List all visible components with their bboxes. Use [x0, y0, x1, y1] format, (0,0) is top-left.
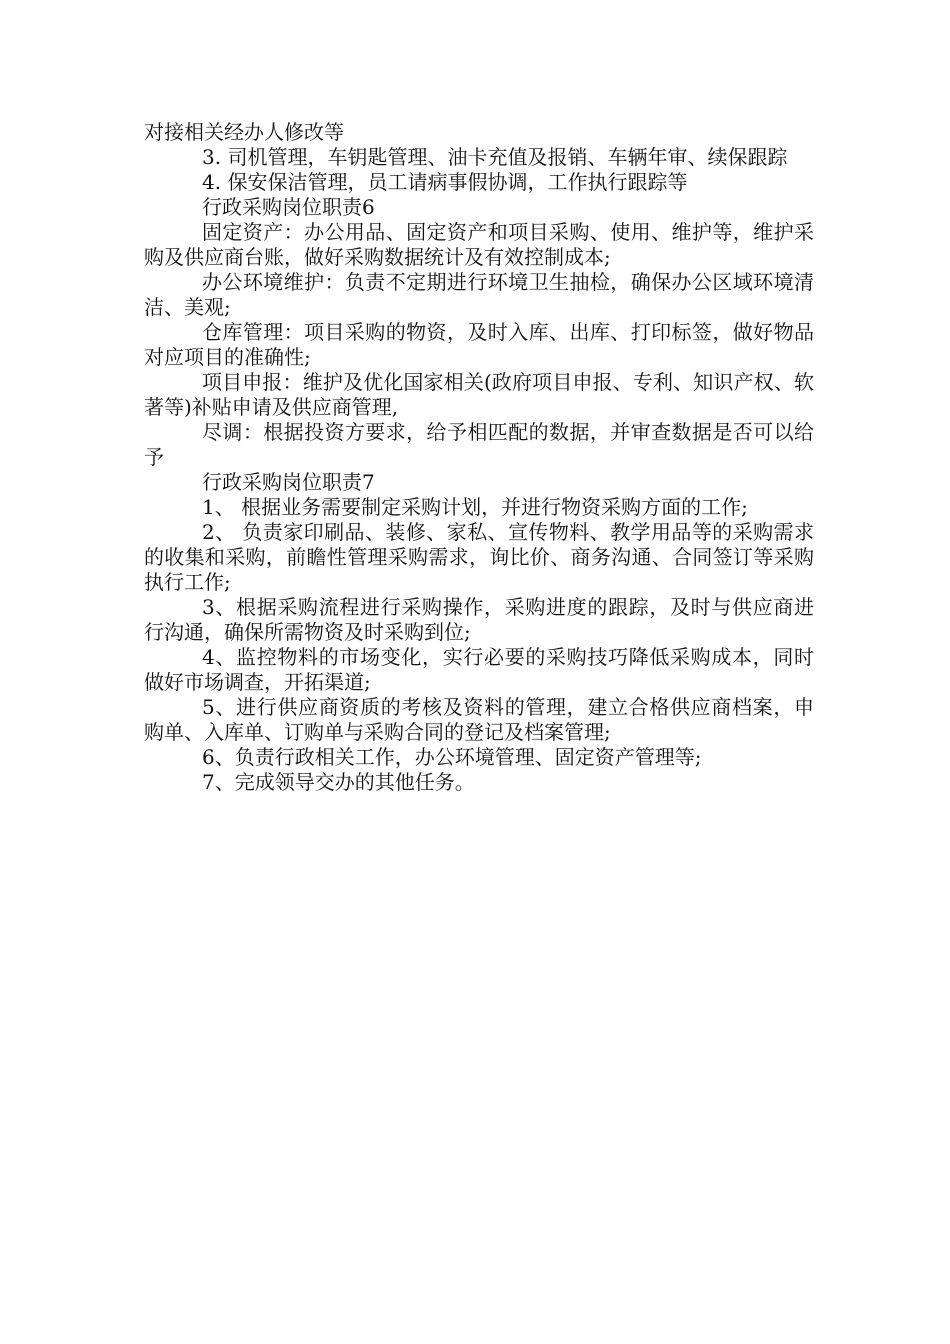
paragraph: 3. 司机管理，车钥匙管理、油卡充值及报销、车辆年审、续保跟踪 — [202, 145, 788, 169]
paragraph: 4. 保安保洁管理，员工请病事假协调，工作执行跟踪等 — [202, 170, 688, 194]
list-item: 4、监控物料的市场变化，实行必要的采购技巧降低采购成本，同时做好市场调查，开拓渠道; — [144, 645, 814, 694]
paragraph: 办公环境维护：负责不定期进行环境卫生抽检，确保办公区域环境清洁、美观; — [144, 270, 814, 319]
paragraph: 尽调：根据投资方要求，给予相匹配的数据，并审查数据是否可以给予 — [144, 420, 814, 469]
list-item: 5、进行供应商资质的考核及资料的管理，建立合格供应商档案，申购单、入库单、订购单与采购合同的登记及档案管理; — [144, 695, 814, 744]
list-item: 7、完成领导交办的其他任务。 — [202, 770, 475, 794]
list-item: 2、 负责家印刷品、装修、家私、宣传物料、教学用品等的采购需求的收集和采购，前瞻性管理采购需求，询比价、商务沟通、合同签订等采购执行工作; — [144, 520, 814, 594]
paragraph: 仓库管理：项目采购的物资，及时入库、出库、打印标签，做好物品对应项目的准确性; — [144, 320, 814, 369]
section-heading: 行政采购岗位职责6 — [202, 195, 375, 219]
paragraph: 项目申报：维护及优化国家相关(政府项目申报、专利、知识产权、软著等)补贴申请及供应商管理, — [144, 370, 814, 419]
document-body — [144, 120, 814, 795]
list-item: 3、根据采购流程进行采购操作，采购进度的跟踪，及时与供应商进行沟通，确保所需物资及时采购到位; — [144, 595, 814, 644]
list-item: 6、负责行政相关工作，办公环境管理、固定资产管理等; — [202, 745, 702, 769]
list-item: 1、 根据业务需要制定采购计划，并进行物资采购方面的工作; — [202, 495, 748, 519]
section-heading: 行政采购岗位职责7 — [202, 470, 375, 494]
paragraph: 对接相关经办人修改等 — [144, 120, 344, 144]
paragraph: 固定资产：办公用品、固定资产和项目采购、使用、维护等，维护采购及供应商台账，做好采购数据统计及有效控制成本; — [144, 220, 814, 269]
